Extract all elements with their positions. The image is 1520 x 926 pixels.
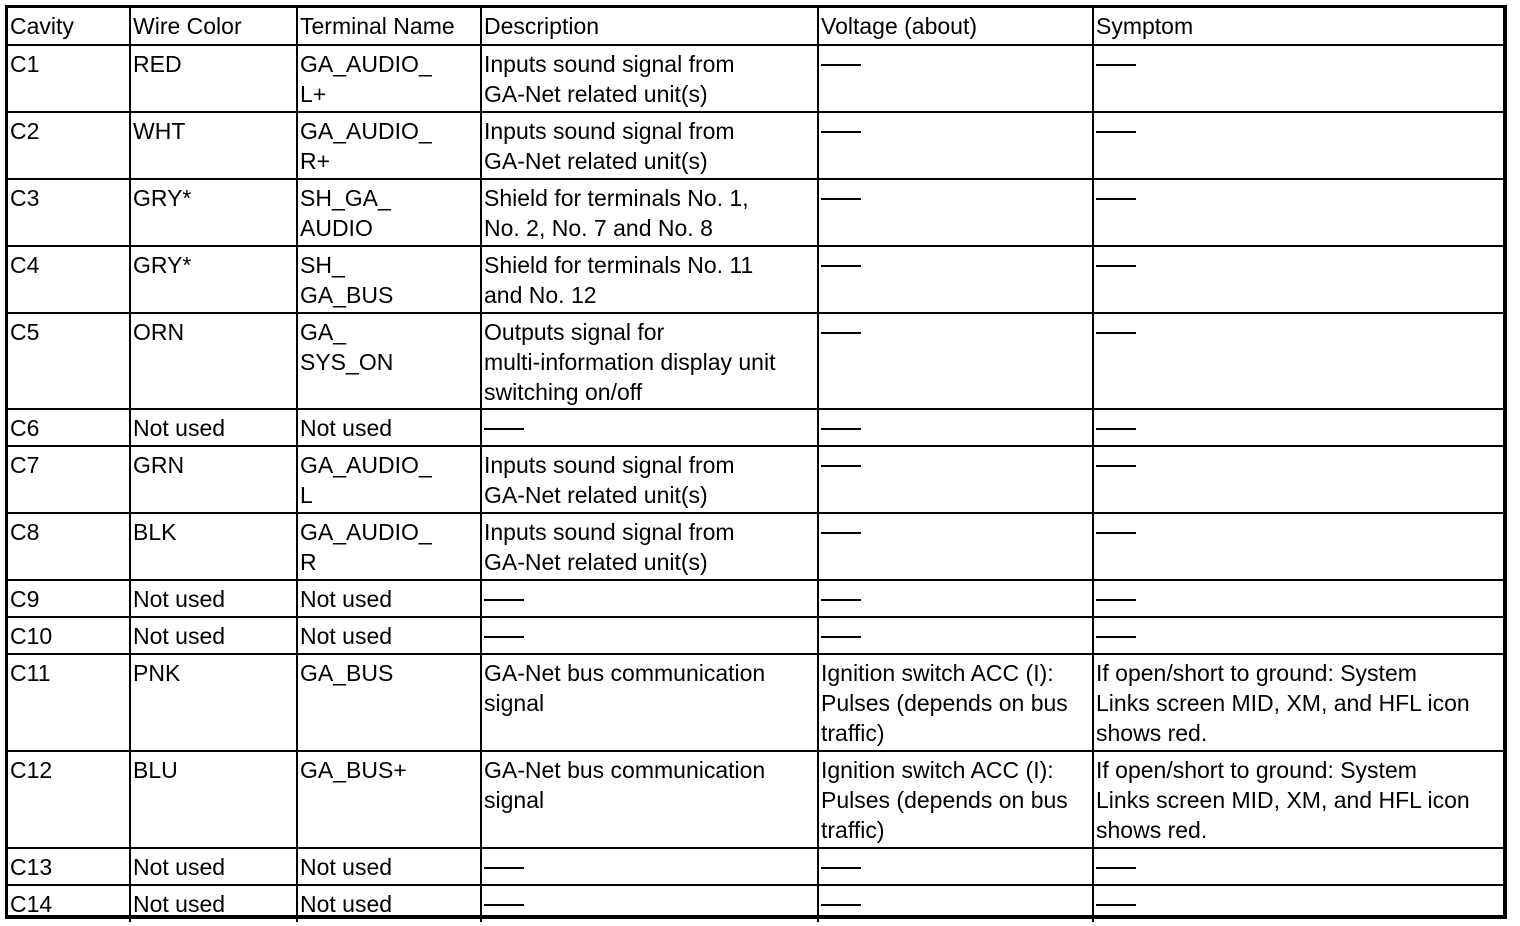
cell-symptom: If open/short to ground: System Links screen MID, XM, and HFL icon shows red. <box>1093 654 1503 751</box>
cell-voltage: Ignition switch ACC (I): Pulses (depends on bus traffic) <box>818 751 1093 848</box>
cell-wire-color: PNK <box>130 654 297 751</box>
cell-wire-color: Not used <box>130 885 297 922</box>
cell-terminal-name: SH_GA_ AUDIO <box>297 179 481 246</box>
empty-dash <box>821 131 861 133</box>
empty-dash <box>1096 428 1136 430</box>
header-cavity: Cavity <box>8 8 130 45</box>
cell-voltage <box>818 446 1093 513</box>
cell-symptom <box>1093 848 1503 885</box>
cell-terminal-name: Not used <box>297 409 481 446</box>
cell-cavity: C9 <box>8 580 130 617</box>
cell-wire-color: Not used <box>130 409 297 446</box>
empty-dash <box>821 428 861 430</box>
cell-description <box>481 617 818 654</box>
cell-symptom <box>1093 313 1503 409</box>
table-row <box>8 409 1503 446</box>
cell-wire-color: WHT <box>130 112 297 179</box>
empty-dash <box>1096 867 1136 869</box>
empty-dash <box>821 332 861 334</box>
cell-terminal-name: GA_BUS <box>297 654 481 751</box>
empty-dash <box>821 198 861 200</box>
cell-cavity: C11 <box>8 654 130 751</box>
cell-terminal-name: SH_ GA_BUS <box>297 246 481 313</box>
cell-cavity: C8 <box>8 513 130 580</box>
header-voltage: Voltage (about) <box>818 8 1093 45</box>
table-row <box>8 313 1503 409</box>
cell-wire-color: RED <box>130 45 297 112</box>
cell-voltage <box>818 885 1093 922</box>
table-row <box>8 45 1503 112</box>
cell-voltage <box>818 246 1093 313</box>
header-terminal-name: Terminal Name <box>297 8 481 45</box>
empty-dash <box>1096 332 1136 334</box>
cell-symptom <box>1093 45 1503 112</box>
cell-description: Shield for terminals No. 11 and No. 12 <box>481 246 818 313</box>
empty-dash <box>1096 198 1136 200</box>
cell-voltage <box>818 513 1093 580</box>
empty-dash <box>1096 64 1136 66</box>
cell-terminal-name: Not used <box>297 885 481 922</box>
cell-symptom <box>1093 885 1503 922</box>
cell-cavity: C2 <box>8 112 130 179</box>
table-row <box>8 751 1503 848</box>
empty-dash <box>1096 636 1136 638</box>
empty-dash <box>1096 599 1136 601</box>
cell-terminal-name: Not used <box>297 848 481 885</box>
empty-dash <box>1096 131 1136 133</box>
cell-voltage <box>818 112 1093 179</box>
cell-cavity: C10 <box>8 617 130 654</box>
empty-dash <box>1096 265 1136 267</box>
table-row <box>8 654 1503 751</box>
empty-dash <box>484 636 524 638</box>
cell-wire-color: BLU <box>130 751 297 848</box>
cell-terminal-name: GA_AUDIO_ L <box>297 446 481 513</box>
empty-dash <box>821 904 861 906</box>
header-description: Description <box>481 8 818 45</box>
header-symptom: Symptom <box>1093 8 1503 45</box>
cell-terminal-name: GA_ SYS_ON <box>297 313 481 409</box>
cell-symptom <box>1093 580 1503 617</box>
cell-cavity: C12 <box>8 751 130 848</box>
cell-terminal-name: GA_AUDIO_ R+ <box>297 112 481 179</box>
empty-dash <box>484 599 524 601</box>
cell-symptom <box>1093 246 1503 313</box>
cell-voltage <box>818 580 1093 617</box>
empty-dash <box>821 465 861 467</box>
cell-wire-color: BLK <box>130 513 297 580</box>
cell-description: Inputs sound signal from GA-Net related unit(s) <box>481 446 818 513</box>
cell-cavity: C6 <box>8 409 130 446</box>
connector-pinout-table <box>8 8 1503 922</box>
cell-symptom <box>1093 513 1503 580</box>
cell-voltage <box>818 45 1093 112</box>
cell-terminal-name: Not used <box>297 580 481 617</box>
cell-description: GA-Net bus communication signal <box>481 751 818 848</box>
empty-dash <box>484 904 524 906</box>
cell-voltage <box>818 409 1093 446</box>
cell-cavity: C5 <box>8 313 130 409</box>
cell-terminal-name: Not used <box>297 617 481 654</box>
empty-dash <box>821 867 861 869</box>
table-row <box>8 848 1503 885</box>
table-row <box>8 617 1503 654</box>
cell-voltage <box>818 179 1093 246</box>
cell-cavity: C1 <box>8 45 130 112</box>
table-row <box>8 179 1503 246</box>
table-row <box>8 112 1503 179</box>
cell-wire-color: ORN <box>130 313 297 409</box>
cell-voltage <box>818 313 1093 409</box>
cell-cavity: C7 <box>8 446 130 513</box>
cell-wire-color: Not used <box>130 617 297 654</box>
cell-wire-color: Not used <box>130 580 297 617</box>
cell-description: Outputs signal for multi-information display unit switching on/off <box>481 313 818 409</box>
table-row <box>8 580 1503 617</box>
cell-wire-color: GRY* <box>130 246 297 313</box>
cell-wire-color: GRN <box>130 446 297 513</box>
empty-dash <box>821 636 861 638</box>
cell-description <box>481 580 818 617</box>
cell-description: Inputs sound signal from GA-Net related unit(s) <box>481 112 818 179</box>
cell-voltage <box>818 617 1093 654</box>
cell-symptom <box>1093 617 1503 654</box>
table-header-row <box>8 8 1503 45</box>
cell-description: Inputs sound signal from GA-Net related unit(s) <box>481 513 818 580</box>
cell-terminal-name: GA_BUS+ <box>297 751 481 848</box>
header-wire-color: Wire Color <box>130 8 297 45</box>
cell-description: GA-Net bus communication signal <box>481 654 818 751</box>
cell-wire-color: Not used <box>130 848 297 885</box>
cell-symptom <box>1093 446 1503 513</box>
cell-voltage <box>818 848 1093 885</box>
table-row <box>8 246 1503 313</box>
cell-description <box>481 848 818 885</box>
empty-dash <box>821 64 861 66</box>
cell-symptom <box>1093 112 1503 179</box>
table-row <box>8 885 1503 922</box>
cell-cavity: C14 <box>8 885 130 922</box>
empty-dash <box>1096 532 1136 534</box>
cell-cavity: C4 <box>8 246 130 313</box>
cell-terminal-name: GA_AUDIO_ L+ <box>297 45 481 112</box>
empty-dash <box>821 599 861 601</box>
cell-symptom: If open/short to ground: System Links screen MID, XM, and HFL icon shows red. <box>1093 751 1503 848</box>
empty-dash <box>821 265 861 267</box>
cell-description <box>481 409 818 446</box>
cell-wire-color: GRY* <box>130 179 297 246</box>
empty-dash <box>1096 465 1136 467</box>
cell-cavity: C3 <box>8 179 130 246</box>
cell-description: Shield for terminals No. 1, No. 2, No. 7 and No. 8 <box>481 179 818 246</box>
empty-dash <box>1096 904 1136 906</box>
cell-voltage: Ignition switch ACC (I): Pulses (depends on bus traffic) <box>818 654 1093 751</box>
cell-description <box>481 885 818 922</box>
table-row <box>8 513 1503 580</box>
empty-dash <box>484 428 524 430</box>
cell-description: Inputs sound signal from GA-Net related unit(s) <box>481 45 818 112</box>
cell-cavity: C13 <box>8 848 130 885</box>
cell-symptom <box>1093 409 1503 446</box>
cell-terminal-name: GA_AUDIO_ R <box>297 513 481 580</box>
empty-dash <box>484 867 524 869</box>
table-row <box>8 446 1503 513</box>
connector-table-frame <box>5 5 1507 919</box>
empty-dash <box>821 532 861 534</box>
cell-symptom <box>1093 179 1503 246</box>
